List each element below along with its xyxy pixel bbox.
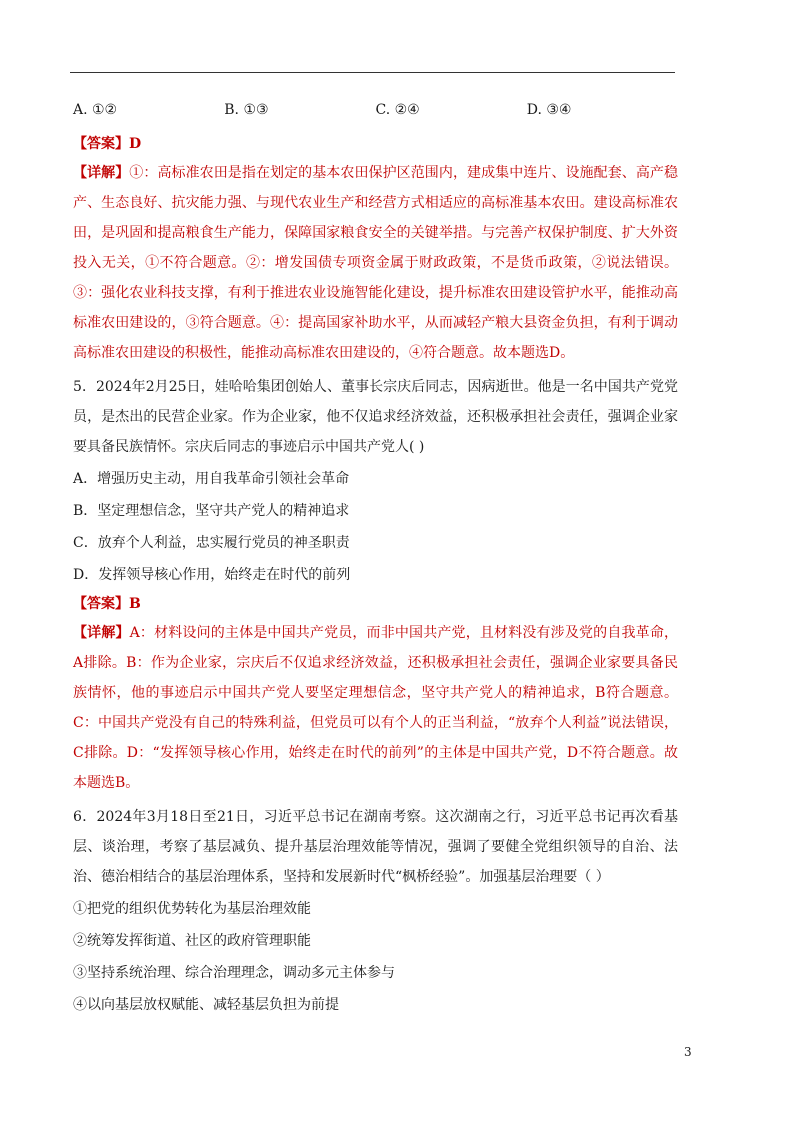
prev-explanation — [73, 158, 678, 368]
prev-answer: 【答案】D — [73, 136, 142, 152]
option-c: C. ②④ — [375, 102, 420, 118]
explanation-text: ①：高标准农田是指在划定的基本农田保护区范围内，建成集中连片、设施配套、高产稳产、生态良好、抗灾能力强、与现代农业生产和经营方式相适应的高标准基本农田。建设高标准农田，是巩固和提高粮食生产能力，保障国家粮食安全的关键举措。与完善产权保护制度、扩大外资投入无关，①不符合题意。②：增发国债专项资金属于财政政策，不是货币政策，②说法错误。③：强化农业科技支撑，有利于推进农业设施智能化建设，提升标准农田建设管护水平，能推动高标准农田建设的，③符合题意。④：提高国家补助水平，从而减轻产粮大县资金负担，有利于调动高标准农田建设的积极性，能推动高标准农田建设的，④符合题意。故本题选D。 — [73, 165, 679, 361]
page-content — [73, 98, 678, 1020]
q5-option-b: B．坚定理想信念，坚守共产党人的精神追求 — [73, 503, 350, 519]
header-rule — [70, 72, 675, 73]
question-5-stem: 5．2024年2月25日，娃哈哈集团创始人、董事长宗庆后同志，因病逝世。他是一名中国共产党党员，是杰出的民营企业家。作为企业家，他不仅追求经济效益，还积极承担社会责任，强调企业家要具备民族情怀。宗庆后同志的事迹启示中国共产党人( ) — [73, 379, 678, 455]
option-b: B. ①③ — [224, 102, 269, 118]
prev-question-options — [73, 98, 678, 122]
q5-option-a: A．增强历史主动，用自我革命引领社会革命 — [73, 471, 350, 487]
q6-item-1: ①把党的组织优势转化为基层治理效能 — [73, 901, 311, 917]
option-a: A. ①② — [73, 102, 118, 118]
option-d: D. ③④ — [526, 102, 572, 118]
explanation-label: 【详解】 — [73, 625, 130, 641]
page-number: 3 — [684, 1045, 692, 1059]
q6-item-3: ③坚持系统治理、综合治理理念，调动多元主体参与 — [73, 965, 395, 981]
q5-explanation — [73, 618, 678, 798]
q5-answer: 【答案】B — [73, 596, 141, 612]
q5-option-d: D．发挥领导核心作用，始终走在时代的前列 — [73, 567, 351, 583]
question-6-stem: 6．2024年3月18日至21日，习近平总书记在湖南考察。这次湖南之行，习近平总书记再次看基层、谈治理，考察了基层减负、提升基层治理效能等情况，强调了要健全党组织领导的自治、法治、德治相结合的基层治理体系，坚持和发展新时代“枫桥经验”。加强基层治理要（ ） — [73, 809, 678, 885]
q6-item-2: ②统筹发挥街道、社区的政府管理职能 — [73, 933, 311, 949]
q6-item-4: ④以向基层放权赋能、减轻基层负担为前提 — [73, 997, 339, 1013]
explanation-text: A：材料设问的主体是中国共产党员，而非中国共产党，且材料没有涉及党的自我革命，A排除。B：作为企业家，宗庆后不仅追求经济效益，还积极承担社会责任，强调企业家要具备民族情怀，他的事迹启示中国共产党人要坚定理想信念，坚守共产党人的精神追求，B符合题意。C：中国共产党没有自己的特殊利益，但党员可以有个人的正当利益，“放弃个人利益”说法错误，C排除。D：“发挥领导核心作用，始终走在时代的前列”的主体是中国共产党，D不符合题意。故本题选B。 — [73, 625, 678, 791]
q5-option-c: C．放弃个人利益，忠实履行党员的神圣职责 — [73, 535, 350, 551]
explanation-label: 【详解】 — [73, 165, 130, 181]
